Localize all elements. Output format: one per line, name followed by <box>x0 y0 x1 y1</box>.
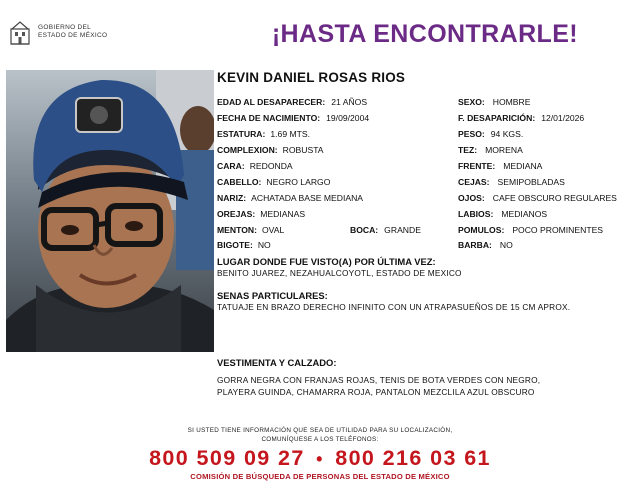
field-value: 19/09/2004 <box>326 113 370 123</box>
field-label: CARA: <box>217 161 245 171</box>
field-hair <box>217 177 330 187</box>
field-lips <box>458 209 547 219</box>
marks-text: TATUAJE EN BRAZO DERECHO INFINITO CON UN ATRAPASUEÑOS DE 15 CM APROX. <box>217 302 571 312</box>
field-value: 12/01/2026 <box>541 113 585 123</box>
clothing-line-1: GORRA NEGRA CON FRANJAS ROJAS, TENIS DE BOTA VERDES CON NEGRO, <box>217 375 541 385</box>
field-label: POMULOS: <box>458 225 505 235</box>
commission-name: COMISIÓN DE BÚSQUEDA DE PERSONAS DEL ESTADO DE MÉXICO <box>190 472 450 481</box>
state-seal-icon <box>8 20 32 46</box>
field-value: NO <box>257 240 271 250</box>
field-mustache <box>217 240 271 250</box>
field-birthdate <box>217 113 369 123</box>
field-age <box>217 97 367 107</box>
contact-notice <box>0 426 640 444</box>
field-label: BOCA: <box>350 225 379 235</box>
field-sex <box>458 97 530 107</box>
field-label: ESTATURA: <box>217 129 266 139</box>
phone-separator: • <box>316 449 324 469</box>
field-value: SEMIPOBLADAS <box>497 177 565 187</box>
person-photo-illustration <box>6 70 214 352</box>
field-label: TEZ: <box>458 145 478 155</box>
field-label: MENTON: <box>217 225 257 235</box>
government-name <box>38 24 107 40</box>
field-label: FRENTE: <box>458 161 496 171</box>
gov-line-1: GOBIERNO DEL <box>38 24 92 31</box>
last-seen-title: LUGAR DONDE FUE VISTO(A) POR ÚLTIMA VEZ: <box>217 256 436 267</box>
field-height <box>217 129 310 139</box>
field-label: EDAD AL DESAPARECER: <box>217 97 326 107</box>
field-ears <box>217 209 305 219</box>
field-value: 94 KGS. <box>490 129 524 139</box>
clothing-title: VESTIMENTA Y CALZADO: <box>217 357 337 368</box>
field-value: GRANDE <box>384 225 421 235</box>
field-eyebrows <box>458 177 565 187</box>
field-label: LABIOS: <box>458 209 494 219</box>
field-label: FECHA DE NACIMIENTO: <box>217 113 321 123</box>
field-value: POCO PROMINENTES <box>512 225 604 235</box>
phone-number-1[interactable]: 800 509 09 27 <box>149 446 305 470</box>
field-value: OVAL <box>261 225 285 235</box>
headline: ¡HASTA ENCONTRARLE! <box>271 20 578 48</box>
field-label: F. DESAPARICIÓN: <box>458 113 536 123</box>
field-label: COMPLEXION: <box>217 145 278 155</box>
field-label: BIGOTE: <box>217 240 253 250</box>
field-complexion <box>458 145 523 155</box>
field-value: MEDIANAS <box>260 209 306 219</box>
field-value: MEDIANOS <box>501 209 548 219</box>
field-label: BARBA: <box>458 240 492 250</box>
field-beard <box>458 240 513 250</box>
field-value: MEDIANA <box>503 161 543 171</box>
notice-line-1: SI USTED TIENE INFORMACIÓN QUE SEA DE UTILIDAD PARA SU LOCALIZACIÓN, <box>187 427 453 434</box>
field-value: HOMBRE <box>492 97 531 107</box>
clothing-line-2: PLAYERA GUINDA, CHAMARRA ROJA, PANTALON MEZCLILA AZUL OBSCURO <box>217 387 535 397</box>
field-build <box>217 145 324 155</box>
field-value: REDONDA <box>249 161 293 171</box>
field-value: ROBUSTA <box>282 145 324 155</box>
field-disappearance-date <box>458 113 584 123</box>
government-logo <box>6 18 126 46</box>
field-value: NEGRO LARGO <box>266 177 331 187</box>
phone-number-2[interactable]: 800 216 03 61 <box>335 446 491 470</box>
field-nose <box>217 193 363 203</box>
field-value: 21 AÑOS <box>331 97 368 107</box>
field-label: PESO: <box>458 129 485 139</box>
field-face <box>217 161 293 171</box>
person-name: KEVIN DANIEL ROSAS RIOS <box>217 70 406 85</box>
person-photo <box>6 70 214 352</box>
field-value: NO <box>499 240 513 250</box>
field-forehead <box>458 161 542 171</box>
field-value: ACHATADA BASE MEDIANA <box>251 193 364 203</box>
last-seen-text: BENITO JUAREZ, NEZAHUALCOYOTL, ESTADO DE MEXICO <box>217 268 462 278</box>
gov-line-2: ESTADO DE MÉXICO <box>38 32 108 39</box>
field-value: CAFE OBSCURO REGULARES <box>492 193 617 203</box>
field-cheekbones <box>458 225 603 235</box>
field-value: MORENA <box>485 145 523 155</box>
phone-numbers <box>0 446 640 471</box>
field-label: OJOS: <box>458 193 485 203</box>
field-mouth <box>350 225 421 235</box>
field-label: CEJAS: <box>458 177 490 187</box>
field-weight <box>458 129 523 139</box>
field-label: OREJAS: <box>217 209 256 219</box>
field-label: SEXO: <box>458 97 485 107</box>
field-label: NARIZ: <box>217 193 247 203</box>
field-label: CABELLO: <box>217 177 262 187</box>
field-value: 1.69 MTS. <box>270 129 311 139</box>
field-chin <box>217 225 284 235</box>
field-eyes <box>458 193 617 203</box>
marks-title: SENAS PARTICULARES: <box>217 290 328 301</box>
notice-line-2: COMUNÍQUESE A LOS TELÉFONOS: <box>261 436 379 443</box>
